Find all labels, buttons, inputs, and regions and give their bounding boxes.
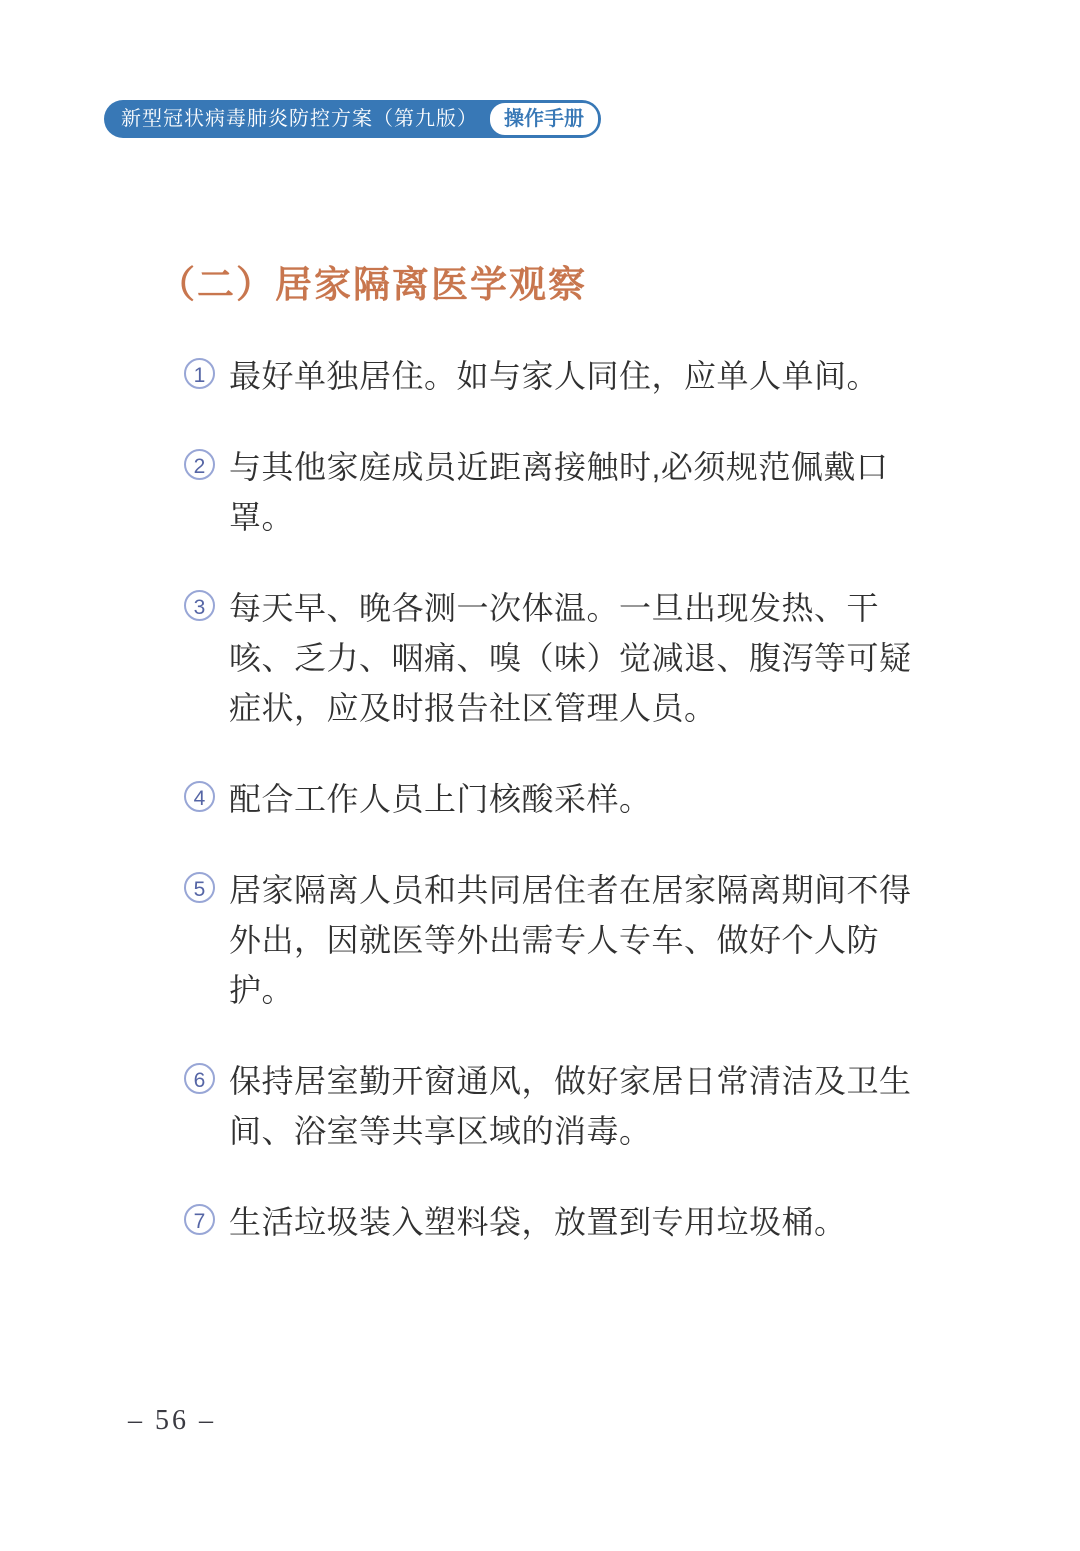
list-item xyxy=(158,351,958,401)
item-number-badge: 4 xyxy=(184,781,215,812)
page-content xyxy=(158,264,958,1288)
list-item xyxy=(158,1197,958,1247)
list-item-text: 与其他家庭成员近距离接触时,必须规范佩戴口罩。 xyxy=(229,448,889,535)
item-number-badge: 2 xyxy=(184,449,215,480)
list-item xyxy=(158,442,958,542)
list-item xyxy=(158,1056,958,1156)
header-badge-tag: 操作手册 xyxy=(488,101,600,137)
item-number-badge: 5 xyxy=(184,872,215,903)
section-title: （二）居家隔离医学观察 xyxy=(158,264,587,305)
item-number-badge: 3 xyxy=(184,590,215,621)
list-item-text: 保持居室勤开窗通风，做好家居日常清洁及卫生间、浴室等共享区域的消毒。 xyxy=(229,1062,912,1149)
list-item-text: 最好单独居住。如与家人同住，应单人单间。 xyxy=(229,357,880,394)
item-number-badge: 1 xyxy=(184,358,215,389)
list-item xyxy=(158,774,958,824)
list-item xyxy=(158,865,958,1015)
list-item-text: 配合工作人员上门核酸采样。 xyxy=(229,780,652,817)
header-badge-main-label: 新型冠状病毒肺炎防控方案（第九版） xyxy=(121,108,478,130)
header-badge xyxy=(104,100,601,138)
list-item-text: 每天早、晚各测一次体温。一旦出现发热、干咳、乏力、咽痛、嗅（味）觉减退、腹泻等可疑症状，应及时报告社区管理人员。 xyxy=(229,589,912,726)
page-number: – 56 – xyxy=(128,1405,216,1436)
list-item-text: 居家隔离人员和共同居住者在居家隔离期间不得外出，因就医等外出需专人专车、做好个人防护。 xyxy=(229,871,912,1008)
list-item-text: 生活垃圾装入塑料袋，放置到专用垃圾桶。 xyxy=(229,1203,847,1240)
item-number-badge: 7 xyxy=(184,1204,215,1235)
list-item xyxy=(158,583,958,733)
item-number-badge: 6 xyxy=(184,1063,215,1094)
